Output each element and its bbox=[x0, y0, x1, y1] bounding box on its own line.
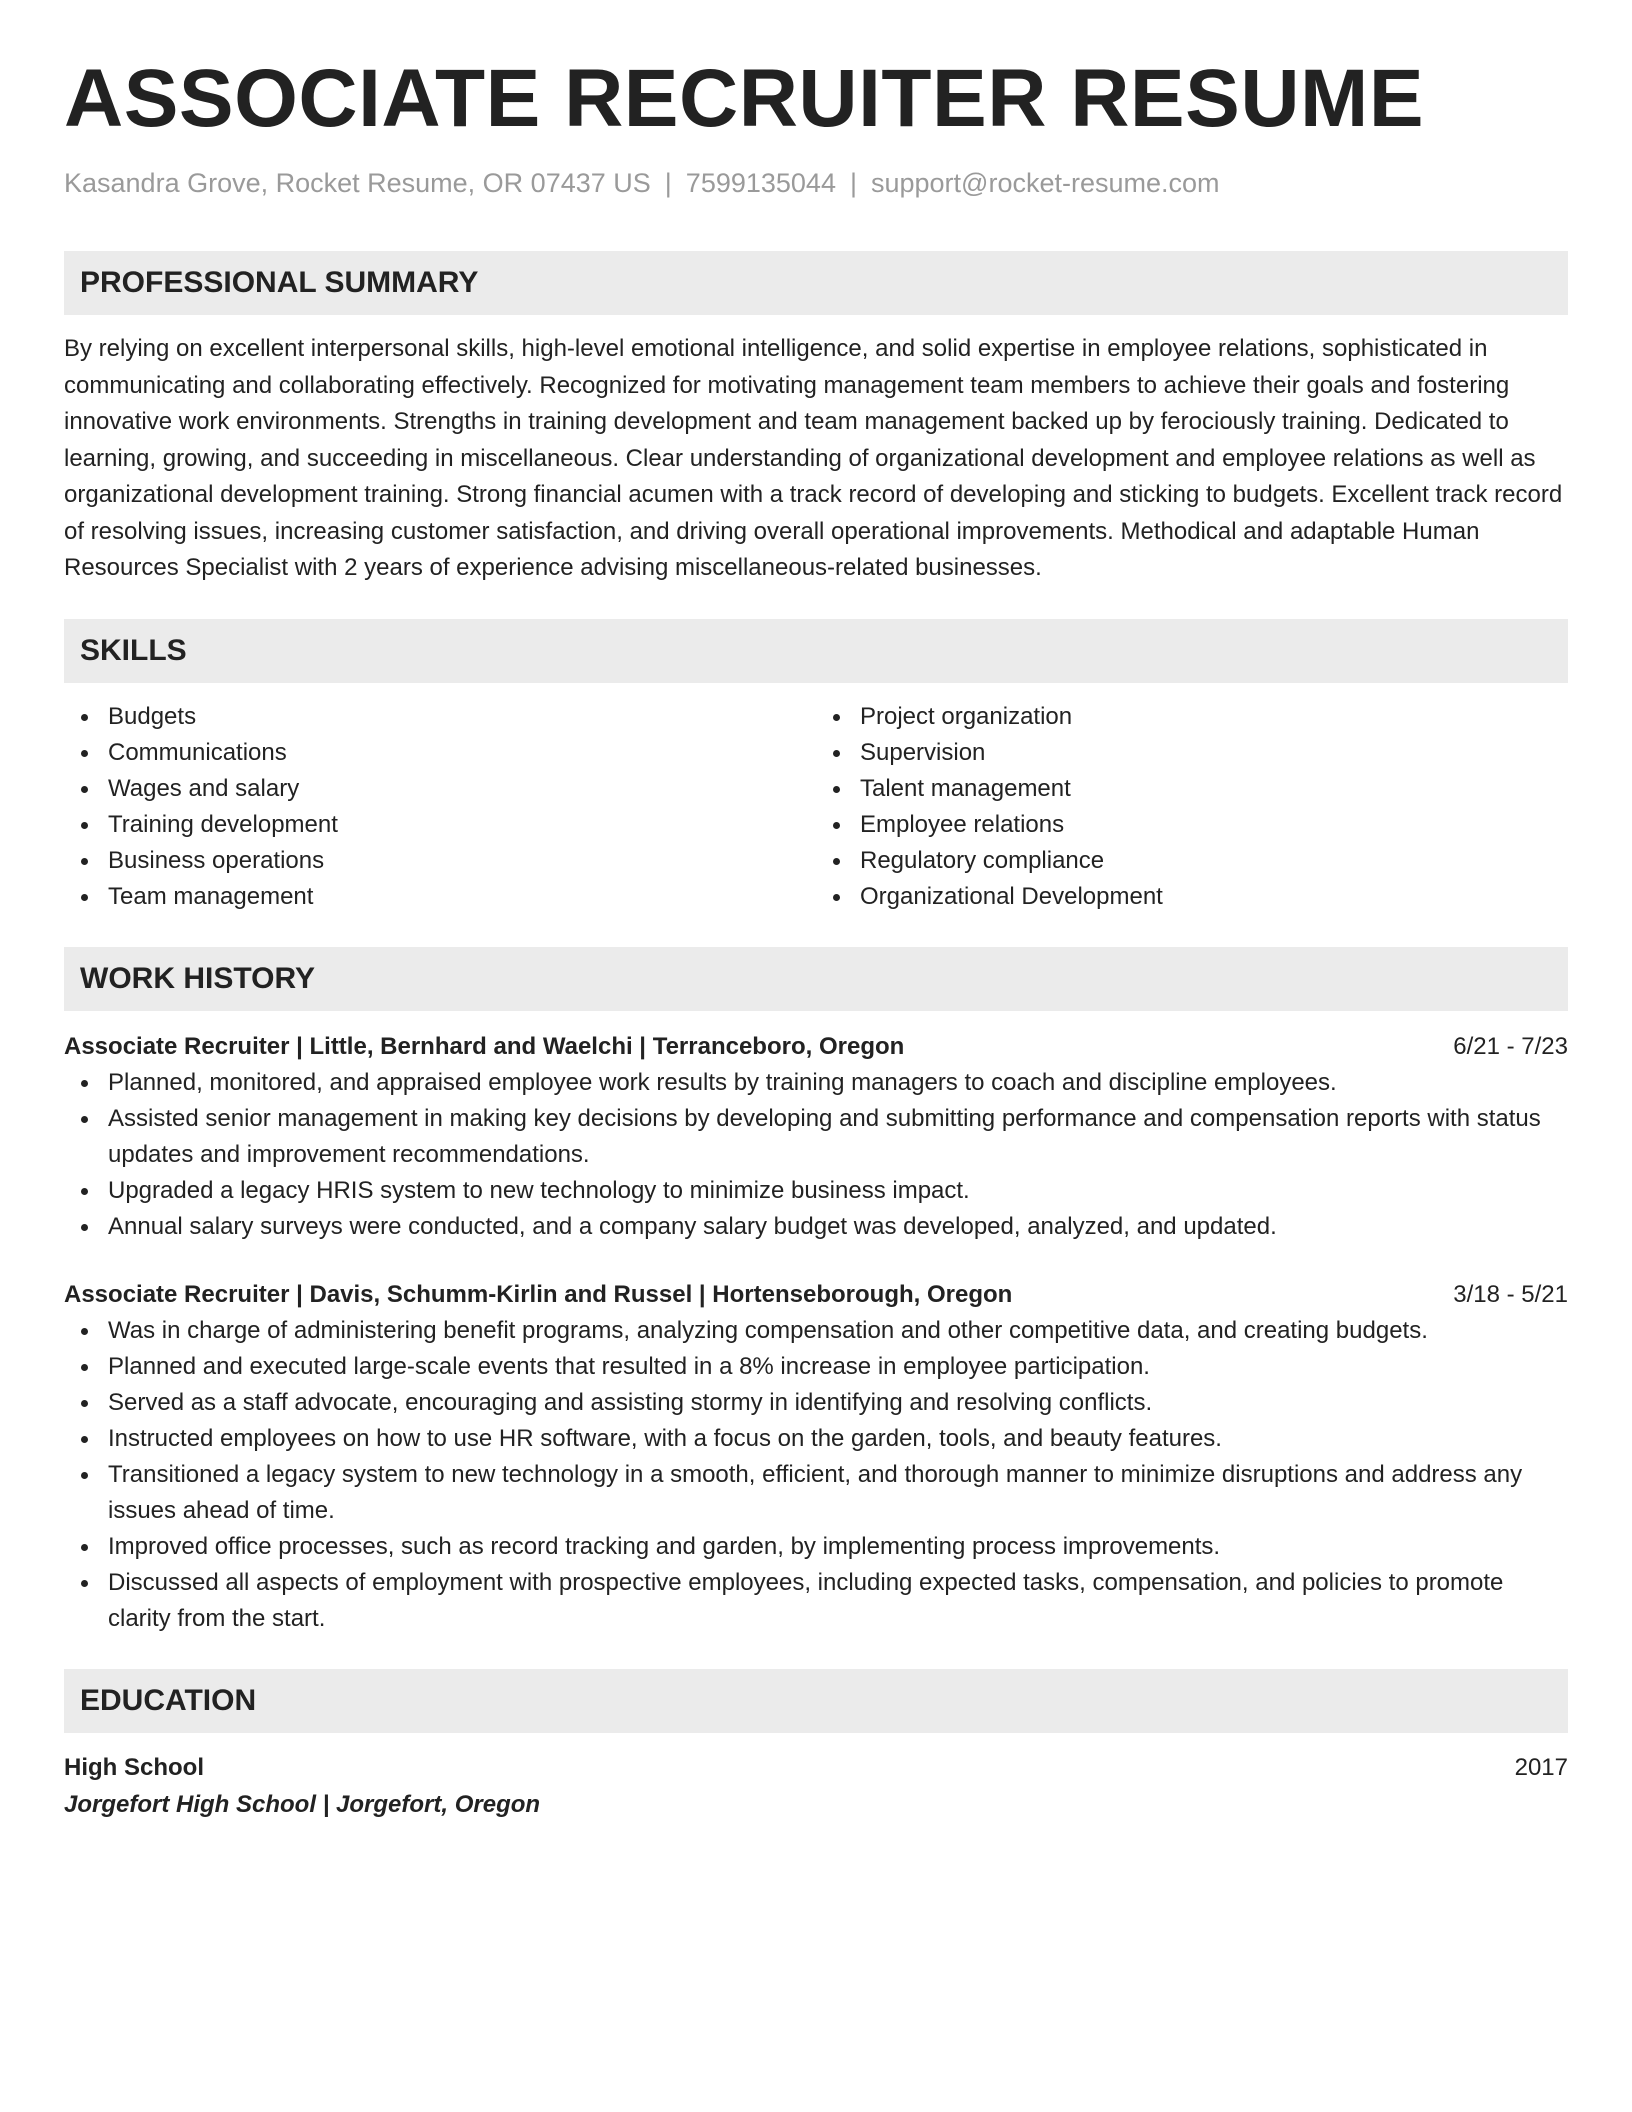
education-school: Jorgefort High School | Jorgefort, Oregon bbox=[64, 1790, 541, 1818]
job-dates: 3/18 - 5/21 bbox=[1453, 1280, 1568, 1308]
summary-text: By relying on excellent interpersonal skills, high-level emotional intelligence, and solid expertise in employee relations, sophisticated in communicating and collaborating effectively. Recognized for motivating management team members to achieve their goals and fostering innovative work environments. Strengths in training development and team management backed up by ferociously training. Dedicated to learning, growing, and succeeding in miscellaneous. Clear understanding of organizational development and employee relations as well as organizational development training. Strong financial acumen with a track record of developing and sticking to budgets. Excellent track record of resolving issues, increasing customer satisfaction, and driving overall operational improvements. Methodical and adaptable Human Resources Specialist with 2 years of experience advising miscellaneous-related businesses. bbox=[64, 335, 1563, 582]
summary-heading: PROFESSIONAL SUMMARY bbox=[64, 251, 1568, 315]
skill-item: Project organization bbox=[816, 699, 1568, 735]
job-bullet: Planned, monitored, and appraised employee work results by training managers to coach and discipline employees. bbox=[64, 1065, 1568, 1101]
skills-column-left bbox=[64, 699, 816, 915]
job-header bbox=[64, 1277, 1568, 1313]
skill-item: Wages and salary bbox=[64, 771, 816, 807]
job-bullet: Was in charge of administering benefit programs, analyzing compensation and other competitive data, and creating budgets. bbox=[64, 1313, 1568, 1349]
job-bullet: Assisted senior management in making key decisions by developing and submitting performance and compensation reports with status updates and improvement recommendations. bbox=[64, 1101, 1568, 1173]
contact-separator: | bbox=[849, 168, 857, 199]
job-title: Associate Recruiter | Davis, Schumm-Kirlin and Russel | Hortenseborough, Oregon bbox=[64, 1280, 1013, 1308]
skill-item: Organizational Development bbox=[816, 879, 1568, 915]
skill-item: Communications bbox=[64, 735, 816, 771]
skill-item: Budgets bbox=[64, 699, 816, 735]
education-entry bbox=[64, 1749, 1568, 1787]
education-heading: EDUCATION bbox=[64, 1669, 1568, 1733]
job-bullet: Annual salary surveys were conducted, and a company salary budget was developed, analyzed, and updated. bbox=[64, 1209, 1568, 1245]
job-bullet: Served as a staff advocate, encouraging and assisting stormy in identifying and resolving conflicts. bbox=[64, 1385, 1568, 1421]
education-degree: High School bbox=[64, 1753, 204, 1781]
job-bullets bbox=[64, 1313, 1568, 1637]
contact-phone: 7599135044 bbox=[685, 168, 836, 199]
skill-item: Talent management bbox=[816, 771, 1568, 807]
job-bullet: Planned and executed large-scale events that resulted in a 8% increase in employee participation. bbox=[64, 1349, 1568, 1385]
work-history-heading: WORK HISTORY bbox=[64, 947, 1568, 1011]
skill-item: Training development bbox=[64, 807, 816, 843]
skill-item: Employee relations bbox=[816, 807, 1568, 843]
job-dates: 6/21 - 7/23 bbox=[1453, 1032, 1568, 1060]
contact-address: Kasandra Grove, Rocket Resume, OR 07437 US bbox=[64, 168, 651, 199]
skill-item: Supervision bbox=[816, 735, 1568, 771]
job-bullet: Instructed employees on how to use HR software, with a focus on the garden, tools, and beauty features. bbox=[64, 1421, 1568, 1457]
job-bullets bbox=[64, 1065, 1568, 1245]
job-bullet: Discussed all aspects of employment with prospective employees, including expected tasks, compensation, and policies to promote clarity from the start. bbox=[64, 1565, 1568, 1637]
job-bullet: Transitioned a legacy system to new technology in a smooth, efficient, and thorough manner to minimize disruptions and address any issues ahead of time. bbox=[64, 1457, 1568, 1529]
job-header bbox=[64, 1029, 1568, 1065]
skills-column-right bbox=[816, 699, 1568, 915]
skills-list bbox=[64, 699, 1568, 915]
skill-item: Team management bbox=[64, 879, 816, 915]
skills-heading: SKILLS bbox=[64, 619, 1568, 683]
contact-email: support@rocket-resume.com bbox=[870, 168, 1220, 199]
resume-title: ASSOCIATE RECRUITER RESUME bbox=[64, 53, 1425, 144]
education-year: 2017 bbox=[1514, 1753, 1568, 1781]
skill-item: Business operations bbox=[64, 843, 816, 879]
job-title: Associate Recruiter | Little, Bernhard and Waelchi | Terranceboro, Oregon bbox=[64, 1032, 905, 1060]
job-bullet: Upgraded a legacy HRIS system to new technology to minimize business impact. bbox=[64, 1173, 1568, 1209]
contact-separator: | bbox=[664, 168, 672, 199]
job-bullet: Improved office processes, such as record tracking and garden, by implementing process improvements. bbox=[64, 1529, 1568, 1565]
contact-line bbox=[64, 166, 1568, 201]
skill-item: Regulatory compliance bbox=[816, 843, 1568, 879]
